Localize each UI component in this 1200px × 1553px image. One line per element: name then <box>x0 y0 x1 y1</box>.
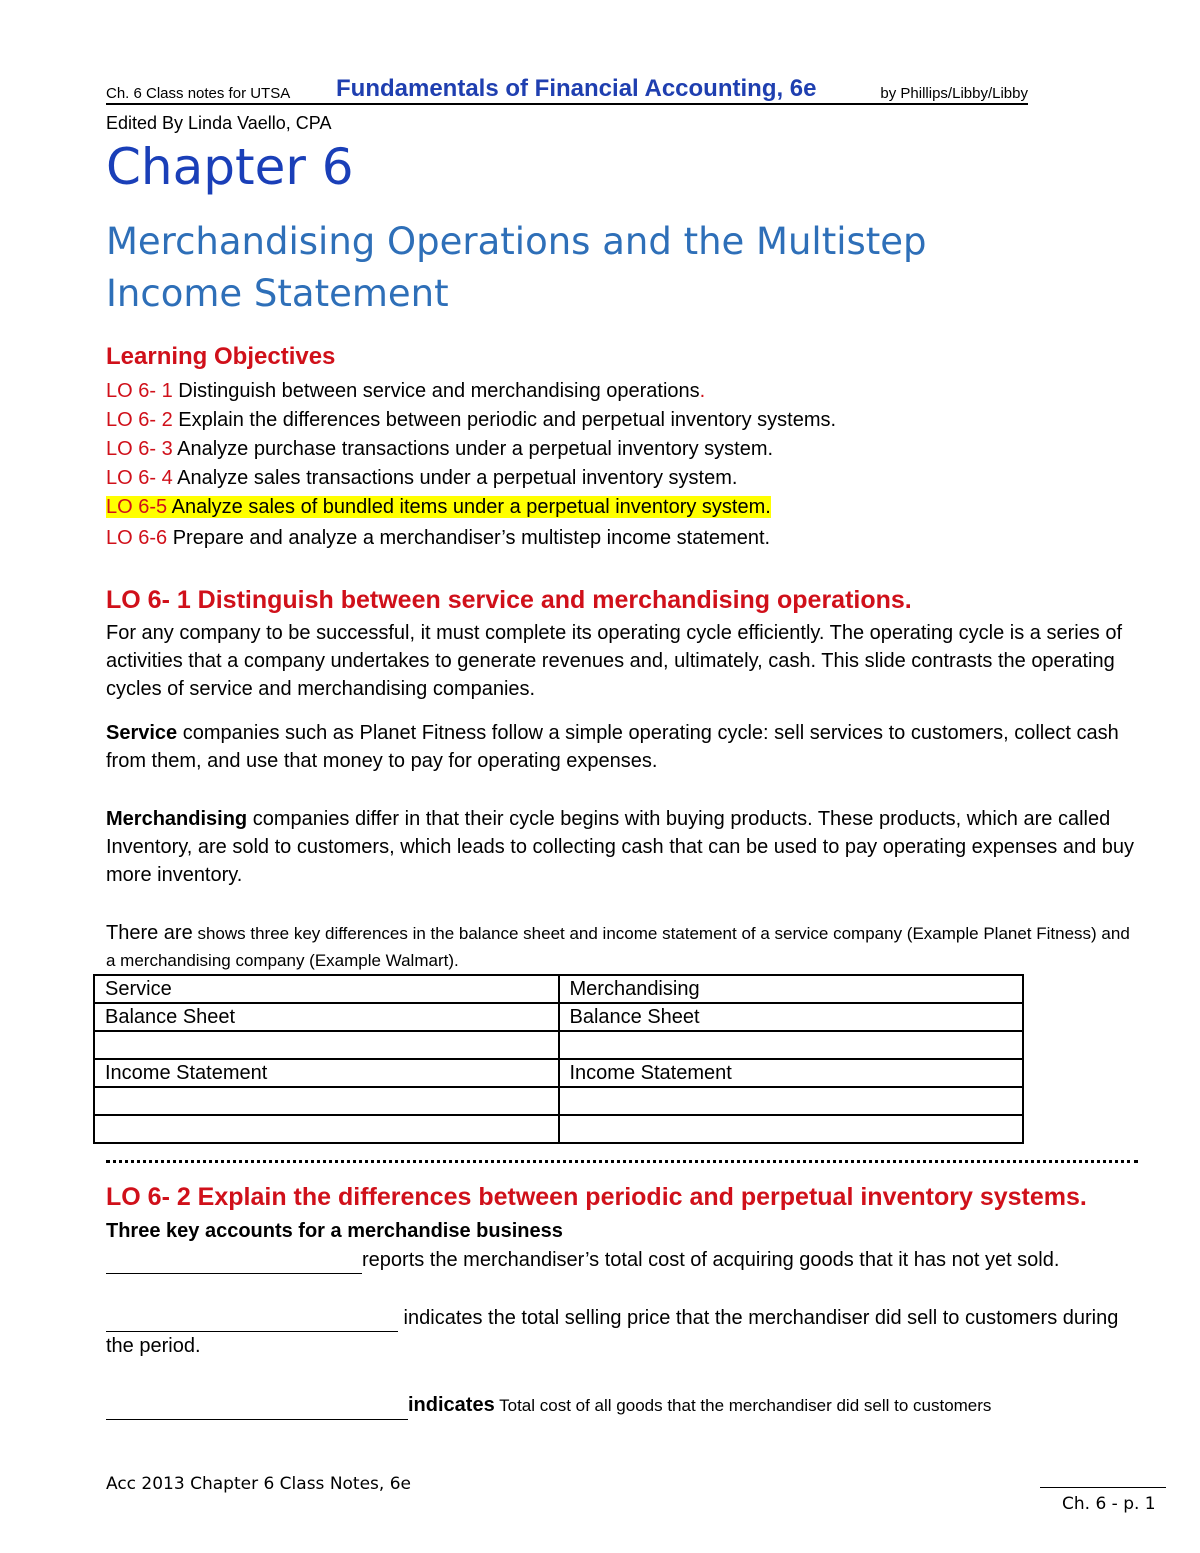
merchandising-term: Merchandising <box>106 808 248 830</box>
lo-code: LO 6- 3 <box>106 438 173 460</box>
fill-in-blank[interactable] <box>106 1397 408 1420</box>
header-book-title: Fundamentals of Financial Accounting, 6e <box>336 75 817 102</box>
highlight <box>106 496 771 518</box>
header-authors: by Phillips/Libby/Libby <box>880 85 1028 102</box>
table-row <box>94 1059 1023 1087</box>
table-cell: Income Statement <box>94 1059 559 1087</box>
key-account-text-2: indicates the total selling price that the merchandiser did sell to customers during the period. <box>106 1307 1119 1357</box>
lo-code: LO 6- 2 <box>106 409 173 431</box>
table-cell <box>94 1115 559 1143</box>
service-text: companies such as Planet Fitness follow a simple operating cycle: sell services to customers, collect cash from them, and use that money to pay for operating expenses. <box>106 722 1119 772</box>
lo-text: Analyze purchase transactions under a perpetual inventory system. <box>172 438 774 460</box>
learning-objectives-heading: Learning Objectives <box>106 343 336 370</box>
table-row <box>94 1115 1023 1143</box>
three-key-accounts-heading: Three key accounts for a merchandise business <box>106 1220 563 1242</box>
lo-text: Analyze sales of bundled items under a perpetual inventory system. <box>167 496 771 518</box>
key-account-text-3: Total cost of all goods that the merchandiser did sell to customers <box>494 1396 992 1415</box>
learning-objectives-list <box>106 377 1106 553</box>
lo-item-highlighted <box>106 493 1106 522</box>
lo-code: LO 6-6 <box>106 527 168 549</box>
footer-course: Acc 2013 Chapter 6 Class Notes, 6e <box>106 1474 411 1494</box>
lo-item <box>106 435 1106 464</box>
merchandising-text: companies differ in that their cycle begins with buying products. These products, which are called Inventory, are sold to customers, which leads to collecting cash that can be used to pay operating expenses and buy more inventory. <box>106 808 1135 886</box>
lo-text: Analyze sales transactions under a perpetual inventory system. <box>172 467 738 489</box>
page-number: Ch. 6 - p. 1 <box>1062 1494 1156 1514</box>
table-row <box>94 1087 1023 1115</box>
table-row <box>94 1031 1023 1059</box>
table-cell: Merchandising <box>559 975 1024 1003</box>
key-account-line-2 <box>106 1304 1136 1360</box>
lo-text: Explain the differences between periodic and perpetual inventory systems. <box>172 409 837 431</box>
chapter-subtitle <box>106 216 1106 320</box>
operating-cycle-paragraph: For any company to be successful, it must complete its operating cycle efficiently. The operating cycle is a series of activities that a company undertakes to generate revenues and, ultimately, cash. This slide contrasts the operating cycles of service and merchandising companies. <box>106 622 1123 700</box>
lo-item <box>106 524 1106 553</box>
header-course-note: Ch. 6 Class notes for UTSA <box>106 85 291 102</box>
running-header <box>106 75 1028 105</box>
subtitle-line-2: Income Statement <box>106 272 449 315</box>
fill-in-blank[interactable] <box>106 1251 362 1274</box>
merchandising-paragraph <box>106 805 1136 889</box>
lo-text: Distinguish between service and merchandising operations <box>172 380 700 402</box>
lo-item <box>106 406 1106 435</box>
differences-paragraph <box>106 920 1136 974</box>
table-cell <box>559 1031 1024 1059</box>
differences-lead: There are <box>106 922 193 944</box>
lo-text: Prepare and analyze a merchandiser’s multistep income statement. <box>167 527 771 549</box>
lo-code: LO 6-5 <box>106 496 168 518</box>
key-account-text-1: reports the merchandiser’s total cost of acquiring goods that it has not yet sold. <box>362 1249 1060 1271</box>
table-cell: Service <box>94 975 559 1003</box>
key-account-line-1 <box>106 1246 1136 1274</box>
footer-rule <box>1040 1487 1166 1488</box>
lo-suffix: . <box>699 380 706 402</box>
lo-item <box>106 464 1106 493</box>
table-row <box>94 1003 1023 1031</box>
service-term: Service <box>106 722 178 744</box>
service-paragraph <box>106 719 1136 775</box>
key-account-verb-3: indicates <box>408 1394 495 1416</box>
dotted-divider <box>106 1160 1138 1163</box>
lo-item <box>106 377 1106 406</box>
section-heading-lo6-1: LO 6- 1 Distinguish between service and merchandising operations. <box>106 586 912 614</box>
table-cell <box>94 1087 559 1115</box>
fill-in-blank[interactable] <box>106 1309 398 1332</box>
edited-by: Edited By Linda Vaello, CPA <box>106 113 332 133</box>
table-cell <box>94 1031 559 1059</box>
chapter-title: Chapter 6 <box>106 138 354 196</box>
table-cell: Balance Sheet <box>559 1003 1024 1031</box>
section-heading-lo6-2: LO 6- 2 Explain the differences between periodic and perpetual inventory systems. <box>106 1183 1087 1211</box>
comparison-table <box>93 974 1024 1144</box>
table-cell: Balance Sheet <box>94 1003 559 1031</box>
lo-code: LO 6- 4 <box>106 467 173 489</box>
table-row <box>94 975 1023 1003</box>
key-account-line-3 <box>106 1391 1136 1420</box>
table-cell: Income Statement <box>559 1059 1024 1087</box>
table-cell <box>559 1115 1024 1143</box>
differences-text: shows three key differences in the balance sheet and income statement of a service company (Example Planet Fitness) and a merchandising company (Example Walmart). <box>106 924 1130 970</box>
lo-code: LO 6- 1 <box>106 380 173 402</box>
subtitle-line-1: Merchandising Operations and the Multistep <box>106 220 927 263</box>
table-cell <box>559 1087 1024 1115</box>
